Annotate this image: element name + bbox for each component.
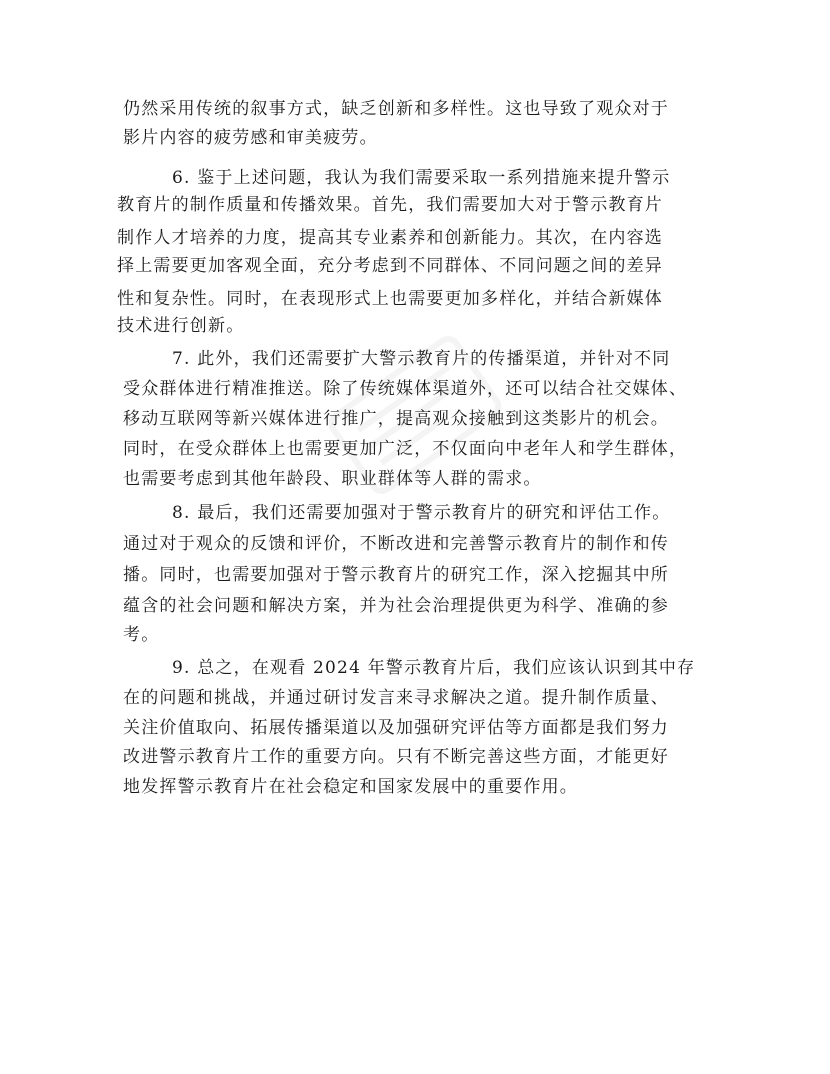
text-line: 同时，在受众群体上也需要更加广泛，不仅面向中老年人和学生群体， [123, 439, 688, 459]
paragraph-9-first-line: 9. 总之，在观看 2024 年警示教育片后，我们应该认识到其中存 [172, 658, 696, 678]
text-line: 择上需要更加客观全面，充分考虑到不同群体、不同问题之间的差异 [117, 256, 663, 276]
text-line: 受众群体进行精准推送。除了传统媒体渠道外，还可以结合社交媒体、 [123, 379, 688, 399]
text-line: 关注价值取向、拓展传播渠道以及加强研究评估等方面都是我们努力 [123, 718, 669, 738]
text-line: 移动互联网等新兴媒体进行推广，提高观众接触到这类影片的机会。 [123, 409, 669, 429]
text-line: 性和复杂性。同时，在表现形式上也需要更加多样化，并结合新媒体 [117, 289, 663, 309]
paragraph-6-first-line: 6. 鉴于上述问题，我认为我们需要采取一系列措施来提升警示 [172, 168, 671, 188]
text-line: 地发挥警示教育片在社会稳定和国家发展中的重要作用。 [123, 777, 578, 797]
paragraph-7-first-line: 7. 此外，我们还需要扩大警示教育片的传播渠道，并针对不同 [172, 349, 671, 369]
paragraph-8-first-line: 8. 最后，我们还需要加强对于警示教育片的研究和评估工作。 [172, 503, 671, 523]
text-line: 也需要考虑到其他年龄段、职业群体等人群的需求。 [123, 469, 542, 489]
text-line: 技术进行创新。 [117, 316, 245, 336]
text-line: 通过对于观众的反馈和评价，不断改进和完善警示教育片的制作和传 [123, 534, 669, 554]
text-line: 仍然采用传统的叙事方式，缺乏创新和多样性。这也导致了观众对于 [123, 99, 669, 119]
text-line: 在的问题和挑战，并通过研讨发言来寻求解决之道。提升制作质量、 [123, 688, 669, 708]
text-line: 影片内容的疲劳感和审美疲劳。 [123, 128, 378, 148]
text-line: 制作人才培养的力度，提高其专业素养和创新能力。其次，在内容选 [117, 228, 663, 248]
text-line: 考。 [123, 625, 160, 645]
text-line: 教育片的制作质量和传播效果。首先，我们需要加大对于警示教育片 [117, 195, 663, 215]
text-line: 播。同时，也需要加强对于警示教育片的研究工作，深入挖掘其中所 [123, 565, 669, 585]
text-line: 蕴含的社会问题和解决方案，并为社会治理提供更为科学、准确的参 [123, 596, 669, 616]
text-line: 改进警示教育片工作的重要方向。只有不断完善这些方面，才能更好 [123, 747, 669, 767]
